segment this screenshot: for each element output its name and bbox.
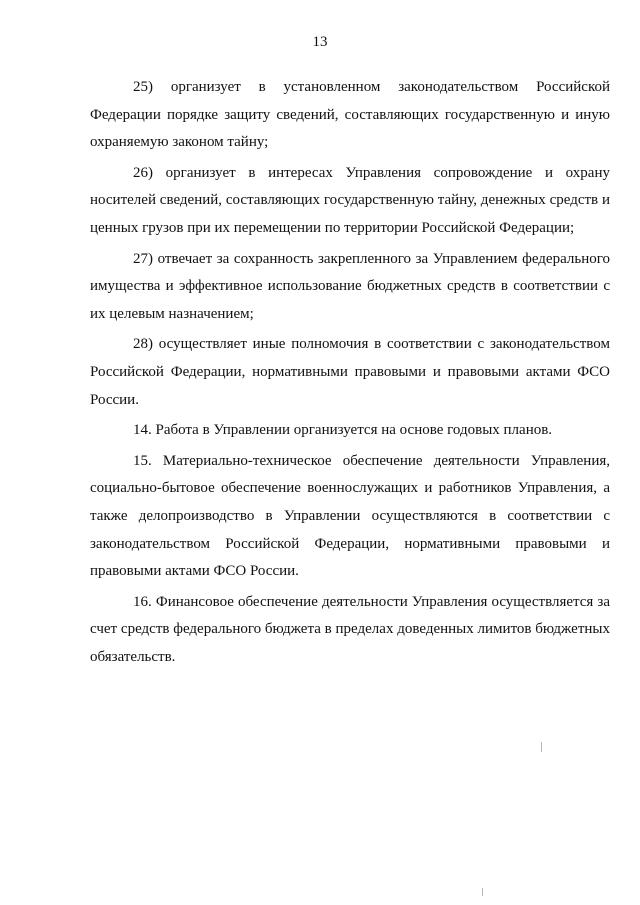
paragraph-section-16: 16. Финансовое обеспечение деятельности Управления осуществляется за счет средств федерального бюджета в пределах доведенных лимитов бюджетных обязательств.	[90, 593, 610, 665]
paragraph-section-15: 15. Материально-техническое обеспечение деятельности Управления, социально-бытовое обеспечение военнослужащих и работников Управления, а также делопроизводство в Управлении осуществляются в соответствии с законодательством Российской Федерации, нормативными правовыми и правовыми актами ФСО России.	[90, 452, 610, 580]
page-number: 13	[312, 34, 328, 50]
scan-speck	[482, 888, 483, 896]
paragraph-section-14: 14. Работа в Управлении организуется на основе годовых планов.	[133, 422, 553, 439]
paragraph-item-25: 25) организует в установленном законодательством Российской Федерации порядке защиту сведений, составляющих государственную и иную охраняемую законом тайну;	[90, 79, 610, 151]
paragraph-item-28: 28) осуществляет иные полномочия в соответствии с законодательством Российской Федерации, нормативными правовыми и правовыми актами ФСО России.	[90, 336, 610, 408]
paragraph-item-27: 27) отвечает за сохранность закрепленного за Управлением федерального имущества и эффективное использование бюджетных средств в соответствии с их целевым назначением;	[90, 250, 610, 322]
scan-speck	[541, 742, 542, 752]
paragraph-item-26: 26) организует в интересах Управления сопровождение и охрану носителей сведений, составляющих государственную тайну, денежных средств и ценных грузов при их перемещении по территории Российской Федерации;	[90, 164, 610, 236]
document-body	[90, 74, 610, 674]
